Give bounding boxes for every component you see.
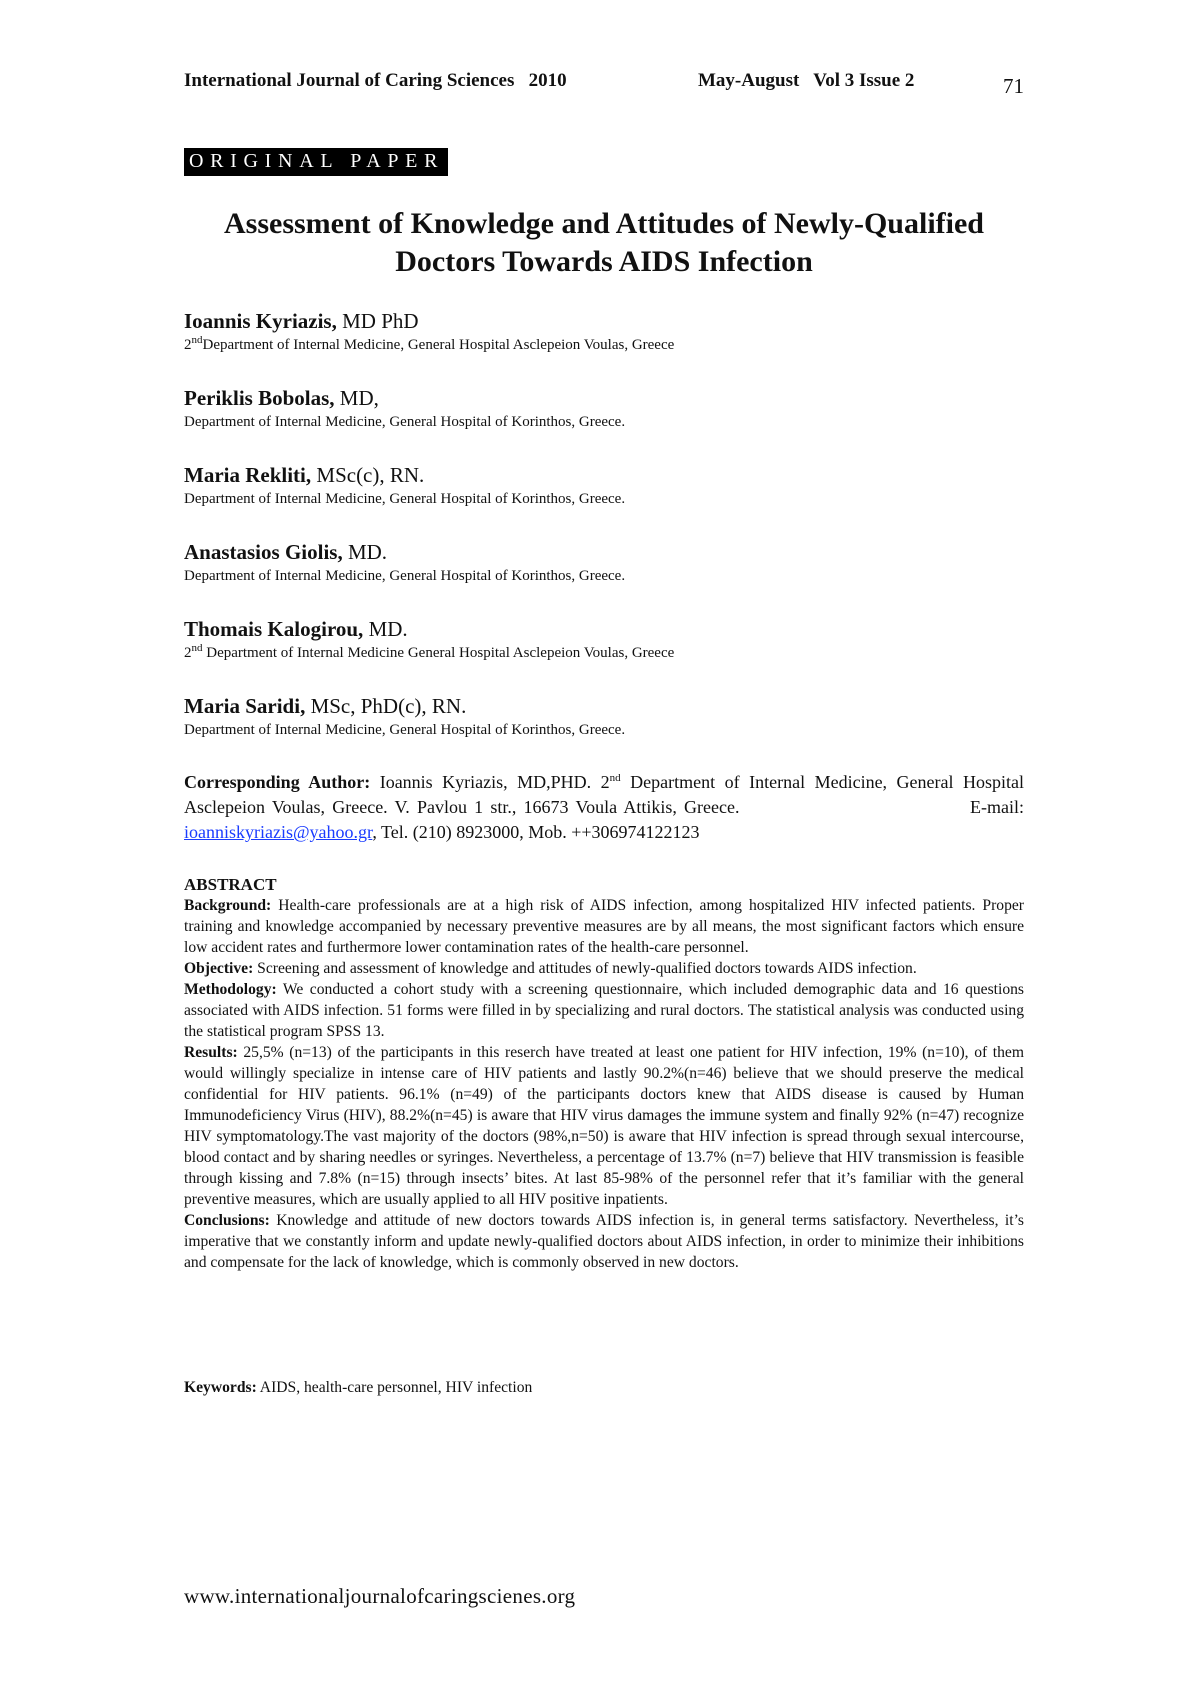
- abstract: [184, 874, 1024, 1273]
- author-name: Thomais Kalogirou,: [184, 617, 364, 641]
- running-header: [184, 70, 1024, 100]
- author-affiliation: 2ndDepartment of Internal Medicine, General Hospital Asclepeion Voulas, Greece: [184, 334, 675, 353]
- author-affiliation: 2nd Department of Internal Medicine General Hospital Asclepeion Voulas, Greece: [184, 642, 675, 661]
- issue-info: May-August Vol 3 Issue 2: [698, 70, 915, 91]
- author-entry: [184, 308, 1024, 385]
- author-name: Maria Rekliti,: [184, 463, 312, 487]
- abstract-results: Results: 25,5% (n=13) of the participants in this reserch have treated at least one patient for HIV infection, 19% (n=10), of them would willingly specialize in intense care of HIV patients and lastly 90.2%(n=46) believe that we should preserve the medical confidential for HIV patients. 96.1% (n=49) of the participants doctors knew that AIDS disease is caused by Human Immunodeficiency Virus (HIV), 88.2%(n=45) is aware that HIV virus damages the immune system and finally 92% (n=47) recognize HIV symptomatology.The vast majority of the doctors (98%,n=50) is aware that HIV infection is spread through sexual intercourse, blood contact and by sharing needles or syringes. Nevertheless, a percentage of 13.7% (n=7) believe that HIV transmission is feasible through kissing and 7.8% (n=15) through insects’ bites. At last 85-98% of the personnel refer that it’s familiar with the general preventive measures, which are usually applied to all HIV positive inpatients.: [184, 1044, 1024, 1208]
- author-affiliation: Department of Internal Medicine, General Hospital of Korinthos, Greece.: [184, 568, 626, 584]
- section-label: ORIGINAL PAPER: [184, 148, 448, 176]
- journal-name: International Journal of Caring Sciences 2010: [184, 70, 567, 91]
- author-credentials: MD.: [363, 617, 408, 641]
- author-entry: [184, 385, 1024, 462]
- page-number: 71: [1003, 74, 1024, 98]
- abstract-methodology: Methodology: We conducted a cohort study with a screening questionnaire, which included demographic data and 16 questions associated with AIDS infection. 51 forms were filled in by specializing and rural doctors. The statistical analysis was conducted using the statistical program SPSS 13.: [184, 981, 1024, 1040]
- keywords-label: Keywords:: [184, 1379, 257, 1396]
- author-credentials: MD PhD: [336, 309, 419, 333]
- author-credentials: MD.: [342, 540, 388, 564]
- author-entry: [184, 616, 1024, 693]
- title-line-1: Assessment of Knowledge and Attitudes of Newly-Qualified: [223, 207, 984, 240]
- abstract-conclusions: Conclusions: Knowledge and attitude of new doctors towards AIDS infection is, in general terms satisfactory. Nevertheless, it’s imperative that we constantly inform and update newly-qualified doctors about AIDS infection, in order to minimize their inhibitions and compensate for the lack of knowledge, which is commonly observed in new doctors.: [184, 1212, 1024, 1271]
- author-name: Ioannis Kyriazis,: [184, 309, 337, 333]
- author-name: Anastasios Giolis,: [184, 540, 343, 564]
- author-affiliation: Department of Internal Medicine, General Hospital of Korinthos, Greece.: [184, 414, 626, 430]
- corresponding-author: Corresponding Author: Ioannis Kyriazis, MD,PHD. 2nd Department of Internal Medicine, General Hospital Asclepeion Voulas, Greece. V. Pavlou 1 str., 16673 Voula Attikis, Greece. E-mail: ioanniskyriazis@yahoo.gr, Tel. (210) 8923000, Mob. ++306974122123: [184, 772, 1029, 842]
- author-credentials: MD,: [334, 386, 379, 410]
- keywords-text: AIDS, health-care personnel, HIV infection: [256, 1379, 533, 1396]
- email-link[interactable]: ioanniskyriazis@yahoo.gr: [184, 822, 373, 842]
- author-name: Maria Saridi,: [184, 694, 306, 718]
- author-affiliation: Department of Internal Medicine, General Hospital of Korinthos, Greece.: [184, 491, 626, 507]
- author-list: [184, 308, 1024, 770]
- footer-url[interactable]: www.internationaljournalofcaringscienes.org: [184, 1584, 576, 1608]
- author-credentials: MSc, PhD(c), RN.: [305, 694, 467, 718]
- abstract-objective: Objective: Screening and assessment of knowledge and attitudes of newly-qualified doctors towards AIDS infection.: [184, 960, 917, 977]
- keywords: [184, 1377, 1024, 1398]
- author-affiliation: Department of Internal Medicine, General Hospital of Korinthos, Greece.: [184, 722, 626, 738]
- title-line-2: Doctors Towards AIDS Infection: [395, 245, 813, 278]
- author-credentials: MSc(c), RN.: [311, 463, 425, 487]
- abstract-heading: ABSTRACT: [184, 875, 277, 894]
- abstract-background: Background: Health-care professionals are at a high risk of AIDS infection, among hospitalized HIV infected patients. Proper training and knowledge accompanied by necessary preventive measures are by all means, the most significant factors which ensure low accident rates and furthermore lower contamination rates of the health-care personnel.: [184, 897, 1024, 956]
- author-entry: [184, 539, 1024, 616]
- author-name: Periklis Bobolas,: [184, 386, 335, 410]
- author-entry: [184, 693, 1024, 770]
- paper-title: [184, 205, 1024, 281]
- corresponding-label: Corresponding Author:: [184, 772, 371, 792]
- author-entry: [184, 462, 1024, 539]
